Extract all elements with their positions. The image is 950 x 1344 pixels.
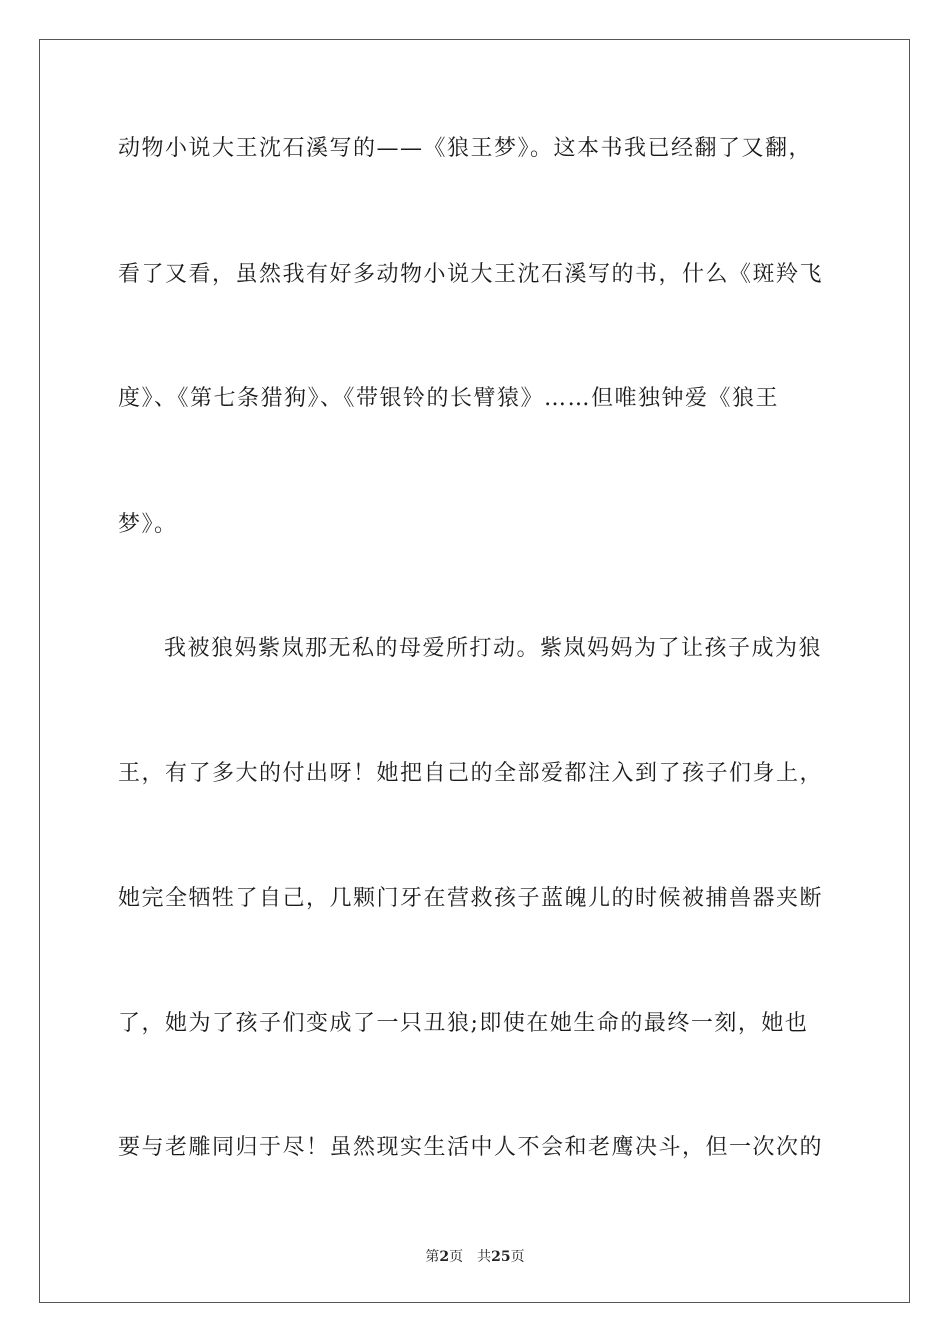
page-border — [39, 39, 910, 1303]
footer-page-prefix: 第 — [425, 1249, 440, 1265]
body-text-line-3: 度》、《第七条猎狗》、《带银铃的长臂猿》……但唯独钟爱《狼王 — [118, 386, 780, 411]
body-text-line-1: 动物小说大王沈石溪写的——《狼王梦》。这本书我已经翻了又翻， — [118, 136, 813, 161]
body-text-line-6: 王，有了多大的付出呀！她把自己的全部爱都注入到了孩子们身上， — [118, 761, 824, 786]
body-text-line-2: 看了又看，虽然我有好多动物小说大王沈石溪写的书，什么《斑羚飞 — [118, 262, 824, 287]
body-text-line-8: 了，她为了孩子们变成了一只丑狼;即使在她生命的最终一刻，她也 — [118, 1011, 809, 1036]
body-text-line-4: 梦》。 — [118, 512, 178, 537]
footer-total-suffix: 页 — [510, 1249, 525, 1265]
footer-page-number: 2 — [439, 1249, 450, 1265]
body-text-line-9: 要与老雕同归于尽！虽然现实生活中人不会和老鹰决斗，但一次次的 — [118, 1135, 824, 1160]
footer-page-suffix: 页 — [449, 1249, 464, 1265]
footer-total-prefix: 共 — [477, 1249, 492, 1265]
body-text-line-5: 我被狼妈紫岚那无私的母爱所打动。紫岚妈妈为了让孩子成为狼 — [164, 636, 823, 661]
footer-total-number: 25 — [491, 1249, 511, 1265]
body-text-line-7: 她完全牺牲了自己，几颗门牙在营救孩子蓝魄儿的时候被捕兽器夹断 — [118, 886, 824, 911]
page-footer — [0, 1247, 950, 1267]
